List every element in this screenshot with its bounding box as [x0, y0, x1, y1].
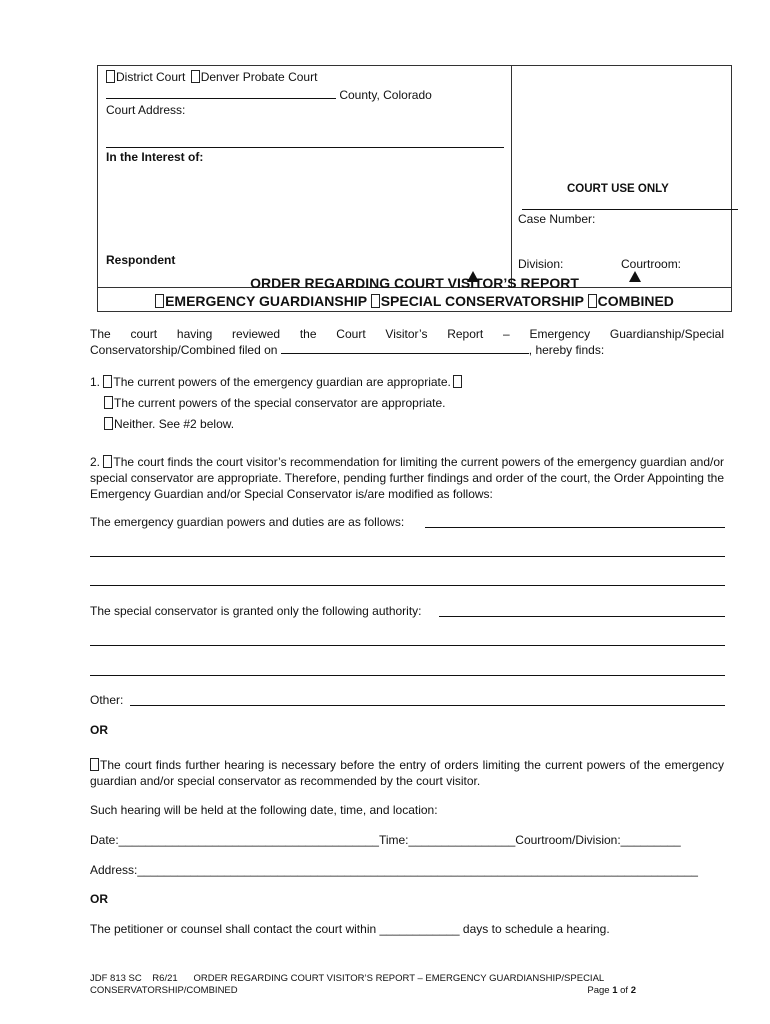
neither-checkbox[interactable] [104, 417, 113, 430]
denver-probate-checkbox[interactable] [191, 70, 200, 83]
guardian-powers-line-2[interactable] [90, 556, 725, 557]
guardian-appropriate-label: The current powers of the emergency guardian are appropriate. [113, 375, 451, 389]
further-hearing-text: The court finds further hearing is necessary before the entry of orders limiting the current powers of the emergency guardian and/or special conservator as recommended by the court visitor. [90, 758, 724, 788]
special-conservatorship-label: SPECIAL CONSERVATORSHIP [380, 293, 584, 309]
emergency-guardianship-checkbox[interactable] [155, 294, 164, 308]
guardian-powers-field[interactable] [425, 527, 725, 528]
court-use-rule [522, 209, 738, 210]
county-field[interactable] [106, 87, 336, 99]
combined-checkbox[interactable] [588, 294, 597, 308]
combined-label: COMBINED [597, 293, 674, 309]
court-use-only: COURT USE ONLY [567, 183, 669, 195]
hearing-address-line[interactable]: Address:____________________________________________________________________________________ [90, 863, 698, 877]
district-court-checkbox[interactable] [106, 70, 115, 83]
contact-text-b: days to schedule a hearing. [459, 922, 610, 936]
conservator-appropriate-checkbox[interactable] [104, 396, 113, 409]
intro-filed-on: Conservatorship/Combined filed on [90, 343, 281, 357]
item1-option-b [104, 396, 446, 410]
page-current: 1 [612, 985, 618, 996]
case-number-label: Case Number: [518, 212, 596, 226]
form-title: ORDER REGARDING COURT VISITOR’S REPORT [250, 275, 579, 291]
item2-paragraph [90, 454, 724, 502]
denver-probate-label: Denver Probate Court [200, 70, 318, 84]
hearing-date-time-line[interactable]: Date:_______________________________________Time:________________Courtroom/Division:_________ [90, 833, 681, 847]
page-label: Page [587, 985, 613, 996]
emergency-guardianship-label: EMERGENCY GUARDIANSHIP [165, 293, 367, 309]
intro-line-2 [90, 342, 724, 358]
form-subtitle [97, 293, 732, 309]
intro-line-1: The court having reviewed the Court Visitor’s Report – Emergency Guardianship/Special [90, 327, 724, 341]
court-address-rule [106, 147, 504, 148]
conservator-authority-line-2[interactable] [90, 645, 725, 646]
guardian-powers-label: The emergency guardian powers and duties are as follows: [90, 515, 405, 529]
or-divider-1: OR [90, 723, 108, 737]
extra-checkbox[interactable] [453, 375, 462, 388]
page-of: of [617, 985, 631, 996]
contact-court-line [90, 922, 610, 936]
conservator-appropriate-label: The current powers of the special conservator are appropriate. [114, 396, 446, 410]
page-number [587, 985, 636, 997]
conservator-authority-field[interactable] [439, 616, 725, 617]
conservator-authority-line-3[interactable] [90, 675, 725, 676]
court-address-label: Court Address: [106, 103, 186, 117]
item2-number: 2. [90, 455, 101, 469]
footer-line-2: CONSERVATORSHIP/COMBINED [90, 985, 238, 996]
county-line [106, 87, 432, 102]
caption-divider-vertical [511, 65, 512, 287]
county-label: County, Colorado [336, 88, 432, 102]
further-hearing-paragraph [90, 757, 724, 789]
courtroom-label: Courtroom: [621, 257, 682, 271]
conservator-authority-label: The special conservator is granted only the following authority: [90, 604, 422, 618]
item2-text: The court finds the court visitor’s recommendation for limiting the current powers of the emergency guardian and/or special conservator are appropriate. Therefore, pending further findings and order of the court, the Order Appointing the Emergency Guardian and/or Special Conservator is/are modified as follows: [90, 455, 724, 501]
court-type-line [106, 70, 317, 84]
division-label: Division: [518, 257, 564, 271]
recommendation-checkbox[interactable] [103, 455, 112, 468]
item1-number: 1. [90, 375, 101, 389]
in-interest-label: In the Interest of: [106, 150, 204, 164]
district-court-label: District Court [116, 70, 186, 84]
triangle-marker-icon [467, 271, 479, 282]
special-conservatorship-checkbox[interactable] [371, 294, 380, 308]
further-hearing-checkbox[interactable] [90, 758, 99, 771]
respondent-label: Respondent [106, 253, 176, 267]
or-divider-2: OR [90, 892, 108, 906]
contact-text-a: The petitioner or counsel shall contact the court within [90, 922, 380, 936]
item1-option-c [104, 417, 234, 431]
other-label: Other: [90, 693, 124, 707]
hearing-held-label: Such hearing will be held at the following date, time, and location: [90, 803, 438, 817]
neither-label: Neither. See #2 below. [114, 417, 235, 431]
item1-option-a [90, 375, 463, 389]
page-total: 2 [630, 985, 636, 996]
footer-line-1: JDF 813 SC R6/21 ORDER REGARDING COURT VISITOR’S REPORT – EMERGENCY GUARDIANSHIP/SPECIAL [90, 973, 605, 984]
intro-hereby-finds: , hereby finds: [528, 343, 605, 357]
contact-days-field[interactable]: ____________ [379, 922, 460, 936]
triangle-marker-icon [629, 271, 641, 282]
filed-on-date-field[interactable] [281, 342, 529, 354]
guardian-powers-line-3[interactable] [90, 585, 725, 586]
page-footer [90, 973, 636, 997]
guardian-appropriate-checkbox[interactable] [103, 375, 112, 388]
other-field[interactable] [130, 705, 725, 706]
